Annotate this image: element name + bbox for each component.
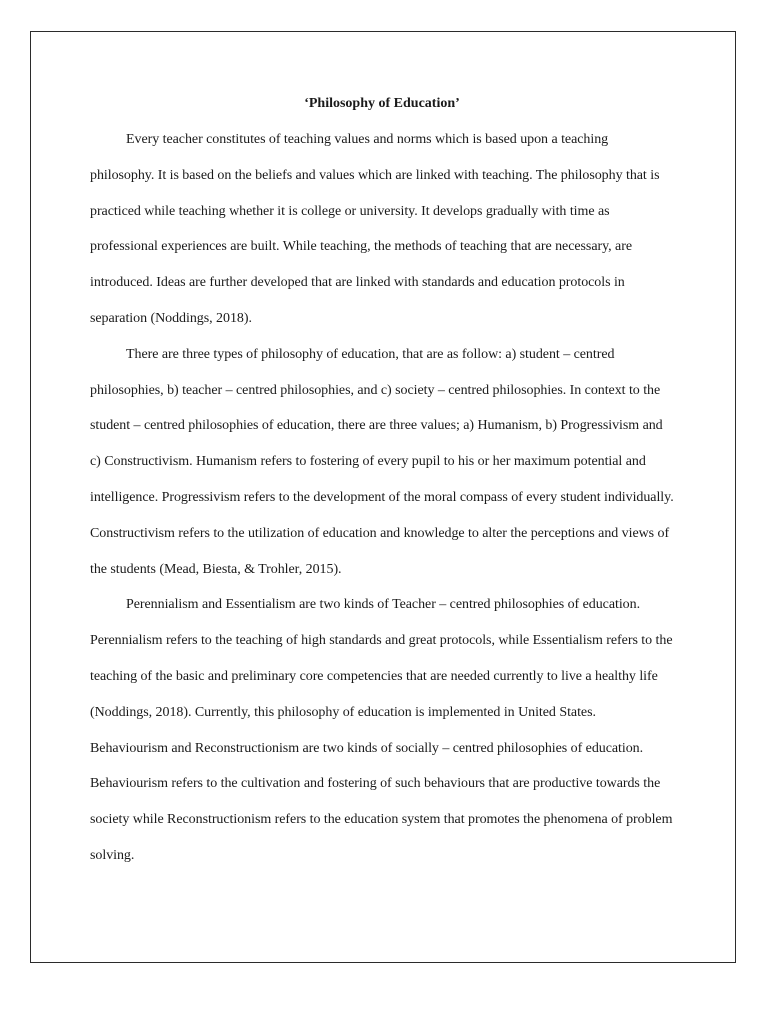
- document-body: [90, 86, 674, 874]
- document-title: ‘Philosophy of Education’: [304, 96, 460, 111]
- paragraph-1: Every teacher constitutes of teaching values and norms which is based upon a teaching philosophy. It is based on the beliefs and values which are linked with teaching. The philosophy that is practiced while teaching whether it is college or university. It develops gradually with time as professional experiences are built. While teaching, the methods of teaching that are necessary, are introduced. Ideas are further developed that are linked with standards and education protocols in separation (Noddings, 2018).: [90, 132, 660, 326]
- paragraph-2: There are three types of philosophy of education, that are as follow: a) student – centred philosophies, b) teacher – centred philosophies, and c) society – centred philosophies. In context to the student – centred philosophies of education, there are three values; a) Humanism, b) Progressivism and c) Constructivism. Humanism refers to fostering of every pupil to his or her maximum potential and intelligence. Progressivism refers to the development of the moral compass of every student individually. Constructivism refers to the utilization of education and knowledge to alter the perceptions and views of the students (Mead, Biesta, & Trohler, 2015).: [90, 346, 674, 577]
- document-page: [30, 31, 736, 963]
- paragraph-3: Perennialism and Essentialism are two kinds of Teacher – centred philosophies of education. Perennialism refers to the teaching of high standards and great protocols, while Essentialism refers to the teaching of the basic and preliminary core competencies that are needed currently to live a healthy life (Noddings, 2018). Currently, this philosophy of education is implemented in United States. Behaviourism and Reconstructionism are two kinds of socially – centred philosophies of education. Behaviourism refers to the cultivation and fostering of such behaviours that are productive towards the society while Reconstructionism refers to the education system that promotes the phenomena of problem solving.: [90, 597, 673, 863]
